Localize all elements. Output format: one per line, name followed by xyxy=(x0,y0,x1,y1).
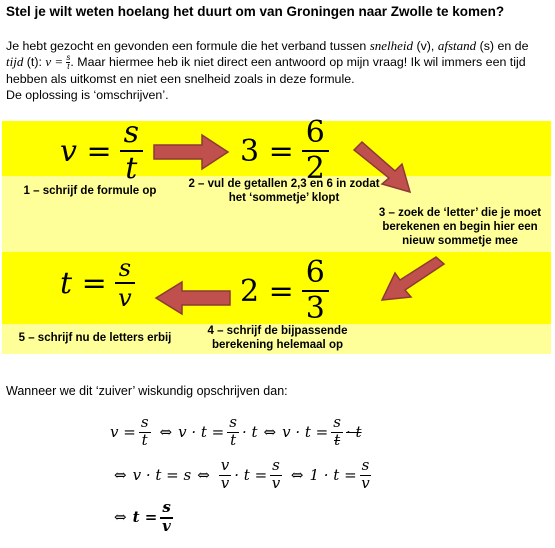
m1-arrow-2: ⇔ xyxy=(263,422,277,441)
math-row-1 xyxy=(110,415,362,449)
panel2-label-5: 5 – schrijf nu de letters erbij xyxy=(18,332,172,344)
panel2-eq2-fraction xyxy=(302,255,329,326)
panel2-eq2-num: 6 xyxy=(302,258,329,292)
panel2-formula xyxy=(60,252,135,314)
m2-a: v · t = s xyxy=(132,465,192,484)
m1-b-frac xyxy=(227,415,239,449)
up-left-arrow-icon xyxy=(378,254,448,306)
panel1-eq1-lhs: v = xyxy=(60,133,112,169)
panel2-eq1-fraction xyxy=(115,256,135,310)
panel1-eq2-fraction xyxy=(302,115,329,186)
m1-c-num: s xyxy=(333,413,341,431)
panel2-eq1-den: v xyxy=(118,284,132,312)
m1-a-frac xyxy=(139,415,151,449)
panel1-numeric xyxy=(240,115,329,186)
panel1-label-2: 2 – vul de getallen 2,3 en 6 in zodat het ‘sommetje’ klopt xyxy=(188,178,380,204)
intro-text-4: (t): xyxy=(23,55,46,69)
intro-text-5: . Maar hiermee heb ik niet direct een antwoord op mijn vraag! Ik wil immers een tijd hebben als uitkomst en niet een snelheid zoals in deze formule. xyxy=(6,55,526,87)
m2-b2-den: v xyxy=(271,473,281,492)
panel1-eq1-fraction xyxy=(120,115,143,186)
m3-a-num: s xyxy=(160,500,172,519)
intro-text-1: Je hebt gezocht en gevonden een formule die het verband tussen xyxy=(6,39,370,53)
m2-c-num: s xyxy=(361,456,370,474)
left-arrow-icon xyxy=(152,280,234,316)
math-row-3 xyxy=(108,500,176,535)
panel1-eq2-num: 6 xyxy=(302,118,329,152)
m1-b-tail: · t xyxy=(241,422,258,441)
m2-b-den: v xyxy=(220,473,230,492)
math-intro: Wanneer we dit ‘zuiver’ wiskundig opschrijven dan: xyxy=(6,384,288,398)
panel2-numeric xyxy=(240,256,329,326)
m2-b-num: v xyxy=(220,456,230,474)
math-row-2 xyxy=(108,458,374,492)
intro-formula-num: s xyxy=(66,53,71,63)
panel1-label-1: 1 – schrijf de formule op xyxy=(23,185,157,197)
m1-c-tail: · t xyxy=(345,422,362,441)
m2-c-frac xyxy=(360,458,372,492)
m1-a-den: t xyxy=(141,430,148,449)
m2-arrow-1: ⇔ xyxy=(114,465,127,484)
intro-snelheid: snelheid xyxy=(369,38,414,53)
m1-b-num: s xyxy=(229,413,237,431)
m2-b2-frac xyxy=(270,458,282,492)
m1-c-den: t xyxy=(334,430,341,449)
m2-arrow-3: ⇔ xyxy=(290,465,304,484)
m1-a: v = xyxy=(110,422,136,441)
intro-formula-den: t xyxy=(67,62,70,72)
page-title: Stel je wilt weten hoelang het duurt om van Groningen naar Zwolle te komen? xyxy=(6,4,505,19)
right-arrow-1-icon xyxy=(150,132,232,172)
panel2-eq1-num: s xyxy=(115,256,135,284)
panel2-eq2-lhs: 2 = xyxy=(240,273,294,309)
panel1-eq2-den: 2 xyxy=(305,151,325,186)
m2-b-tail: · t = xyxy=(234,465,268,484)
m2-b-frac xyxy=(219,458,231,492)
intro-afstand: afstand xyxy=(437,38,477,53)
m1-b: v · t = xyxy=(178,422,225,441)
panel1-label-3: 3 – zoek de ‘letter’ die je moet berekenen en begin hier een nieuw sommetje mee xyxy=(378,207,542,247)
m1-c-frac xyxy=(331,415,343,449)
panel1-formula xyxy=(60,115,143,186)
m2-c: 1 · t = xyxy=(309,465,357,484)
m1-a-num: s xyxy=(140,413,149,431)
m3-a-den: v xyxy=(162,516,171,535)
intro-text-2: (v), xyxy=(413,39,438,53)
m1-b-den: t xyxy=(230,430,237,449)
m2-b2-num: s xyxy=(272,456,280,474)
panel2-label-4: 4 – schrijf de bijpassende berekening helemaal op xyxy=(207,325,348,351)
intro-tijd: tijd xyxy=(6,54,24,69)
m2-arrow-2: ⇔ xyxy=(197,465,210,484)
m3-a-frac xyxy=(160,500,172,535)
panel1-eq2-lhs: 3 = xyxy=(240,133,294,169)
m1-c: v · t = xyxy=(282,422,329,441)
panel2-eq2-den: 3 xyxy=(305,291,325,326)
intro-paragraph xyxy=(6,38,546,103)
m3-a: t = xyxy=(132,508,158,527)
panel1-eq1-den: t xyxy=(125,151,138,186)
intro-text-3: (s) en de xyxy=(476,39,529,53)
panel2-eq1-lhs: t = xyxy=(60,265,107,301)
intro-line-3: De oplossing is ‘omschrijven’. xyxy=(6,88,169,103)
m1-arrow-1: ⇔ xyxy=(159,422,173,441)
intro-formula-lhs: v = xyxy=(45,54,67,69)
panel1-eq1-num: s xyxy=(120,118,143,152)
m2-c-den: v xyxy=(361,473,370,492)
m3-arrow: ⇔ xyxy=(114,508,127,527)
